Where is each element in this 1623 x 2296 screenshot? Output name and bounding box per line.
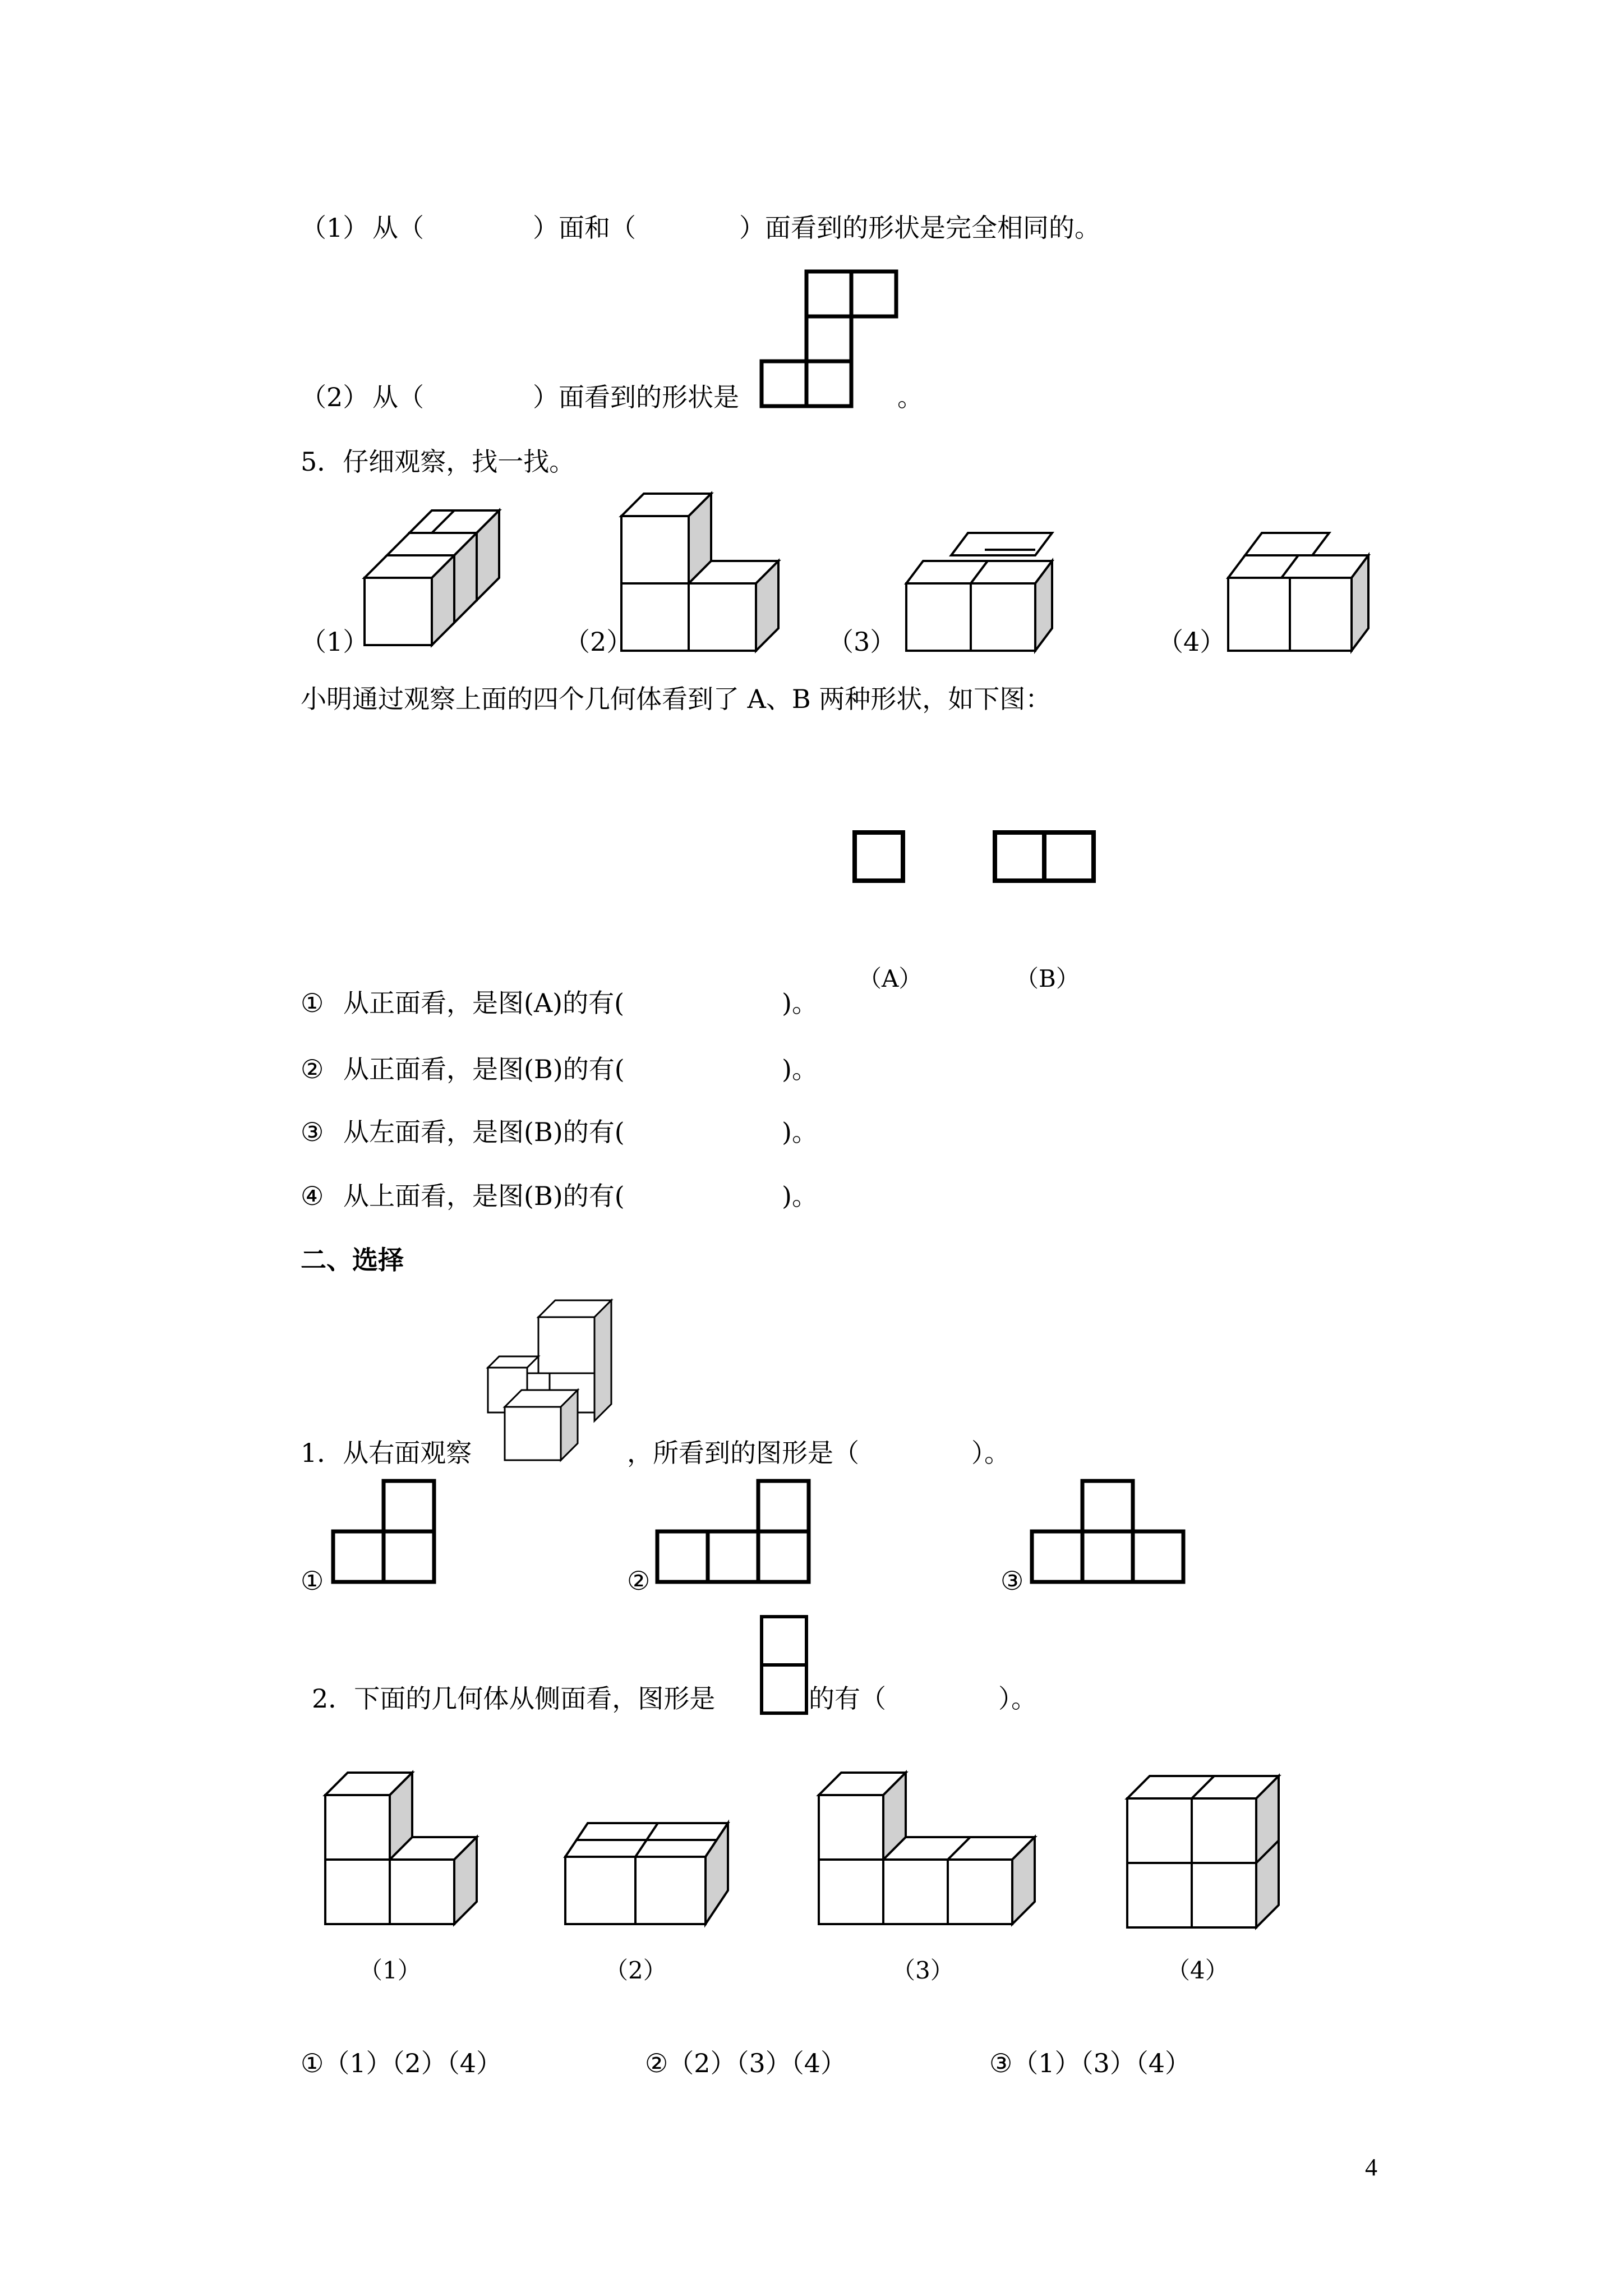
page-number: 4 bbox=[1365, 2154, 1377, 2181]
q5-item-1-mark: ① bbox=[301, 988, 324, 1018]
q5-item-3-mark: ③ bbox=[301, 1117, 324, 1147]
q5-solid-label-2: （2） bbox=[564, 627, 633, 657]
q5-item-4-close: )。 bbox=[782, 1181, 818, 1211]
q4-sub2-text-2: ）面看到的形状是 bbox=[533, 382, 739, 412]
c1-option-3-figure bbox=[1030, 1479, 1192, 1591]
c2-solid-2 bbox=[565, 1823, 739, 1935]
c1-text-1: 1．从右面观察 bbox=[301, 1438, 472, 1468]
c2-solid-label-1: （1） bbox=[359, 1957, 421, 1984]
c1-option-2-mark: ② bbox=[627, 1566, 651, 1596]
c2-solid-3 bbox=[819, 1773, 1054, 1935]
q5-shape-label-b: （B） bbox=[1015, 965, 1080, 992]
c2-side-view-figure bbox=[758, 1614, 812, 1721]
c2-text-1: 2．下面的几何体从侧面看，图形是 bbox=[312, 1683, 716, 1714]
q5-item-2-text: 从正面看，是图(B)的有( bbox=[343, 1054, 625, 1084]
c1-option-1-figure bbox=[331, 1479, 443, 1591]
c2-text-2: 的有（ bbox=[809, 1683, 886, 1714]
q5-solid-label-4: （4） bbox=[1158, 627, 1226, 657]
q5-item-2-close: )。 bbox=[782, 1054, 818, 1084]
q5-solid-label-1: （1） bbox=[301, 627, 369, 657]
c2-answer-1: ①（1）（2）（4） bbox=[301, 2048, 502, 2078]
q5-item-1-text: 从正面看，是图(A)的有( bbox=[343, 988, 625, 1018]
c1-text-3: ）。 bbox=[971, 1438, 1010, 1468]
c2-solid-4 bbox=[1127, 1776, 1290, 1939]
q5-item-3-text: 从左面看，是图(B)的有( bbox=[343, 1117, 625, 1147]
q4-sub2-text-1: 从（ bbox=[372, 382, 424, 412]
q4-sub1-text-2: ）面和（ bbox=[533, 213, 636, 243]
c2-solid-label-3: （3） bbox=[892, 1957, 954, 1984]
q4-sub2-shape-figure bbox=[759, 269, 900, 411]
q5-solid-1 bbox=[370, 510, 522, 656]
q5-intro: 小明通过观察上面的四个几何体看到了 A、B 两种形状，如下图： bbox=[301, 684, 1052, 714]
q5-solid-2 bbox=[621, 494, 790, 656]
c2-solid-1 bbox=[325, 1773, 488, 1935]
c1-option-3-mark: ③ bbox=[1000, 1566, 1024, 1596]
section2-title: 二、选择 bbox=[301, 1245, 404, 1275]
c1-solid-figure bbox=[488, 1300, 617, 1463]
c1-text-2: ，所看到的图形是（ bbox=[627, 1438, 859, 1468]
q5-solid-4 bbox=[1217, 533, 1385, 656]
c2-text-3: ）。 bbox=[998, 1683, 1037, 1714]
q4-sub2-number: （2） bbox=[301, 382, 369, 412]
q5-solid-3 bbox=[901, 533, 1069, 656]
q5-item-4-mark: ④ bbox=[301, 1181, 324, 1211]
q5-solid-label-3: （3） bbox=[828, 627, 896, 657]
q5-item-2-mark: ② bbox=[301, 1054, 324, 1084]
q5-shape-label-a: （A） bbox=[858, 965, 923, 992]
q4-sub1-number: （1） bbox=[301, 213, 369, 243]
c2-answer-3: ③（1）（3）（4） bbox=[989, 2048, 1191, 2078]
q5-item-3-close: )。 bbox=[782, 1117, 818, 1147]
q4-sub2-text-3: 。 bbox=[897, 382, 923, 412]
q4-sub1-text-3: ）面看到的形状是完全相同的。 bbox=[739, 213, 1100, 243]
c1-option-1-mark: ① bbox=[301, 1566, 324, 1596]
c1-option-2-figure bbox=[655, 1479, 818, 1591]
q5-title: 5．仔细观察，找一找。 bbox=[301, 447, 575, 477]
q5-shape-a bbox=[852, 830, 909, 886]
q5-item-4-text: 从上面看，是图(B)的有( bbox=[343, 1181, 625, 1211]
c2-solid-label-2: （2） bbox=[605, 1957, 667, 1984]
q5-shape-b bbox=[993, 830, 1099, 886]
c2-solid-label-4: （4） bbox=[1166, 1957, 1229, 1984]
c2-answer-2: ②（2）（3）（4） bbox=[645, 2048, 847, 2078]
q5-item-1-close: )。 bbox=[782, 988, 818, 1018]
q4-sub1-text-1: 从（ bbox=[372, 213, 424, 243]
